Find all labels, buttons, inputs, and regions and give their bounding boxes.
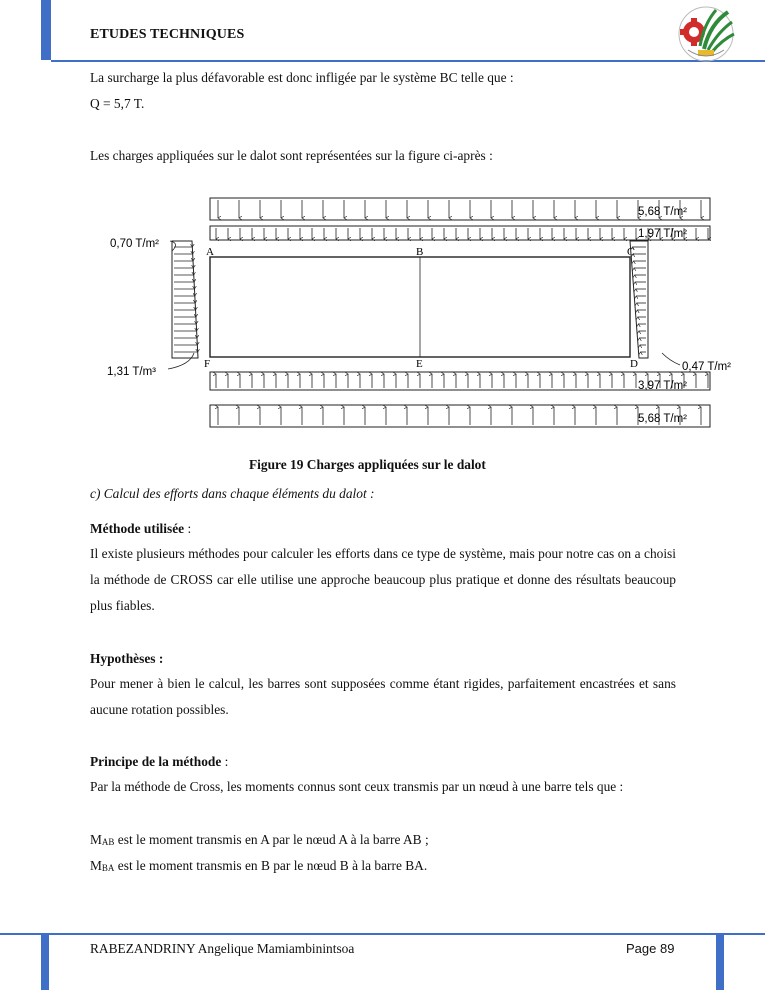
header-left-bar bbox=[41, 0, 51, 60]
loads-diagram bbox=[100, 193, 750, 433]
section-c-heading: c) Calcul des efforts dans chaque éléments du dalot : bbox=[90, 486, 375, 501]
point-f: F bbox=[204, 358, 211, 370]
label-right-bottom: 0,47 T/m² bbox=[682, 361, 731, 373]
point-e: E bbox=[416, 358, 423, 370]
methode-heading bbox=[90, 520, 191, 537]
principe-colon: : bbox=[221, 754, 229, 769]
figure-caption: Figure 19 Charges appliquées sur le dalot bbox=[249, 457, 486, 472]
mab-subscript: AB bbox=[101, 837, 115, 847]
principe-paragraph: Par la méthode de Cross, les moments connus sont ceux transmis par un nœud à une barre tels que : bbox=[90, 779, 624, 794]
label-bottom-inner: 3,97 T/m² bbox=[638, 380, 687, 392]
principe-heading bbox=[90, 753, 228, 770]
intro-line-1: La surcharge la plus défavorable est donc infligée par le système BC telle que : bbox=[90, 70, 514, 85]
label-left-bottom: 1,31 T/m³ bbox=[107, 366, 156, 378]
footer-author: RABEZANDRINY Angelique Mamiambinintsoa bbox=[90, 941, 355, 956]
university-logo bbox=[668, 4, 740, 64]
footer-left-bar bbox=[41, 935, 49, 990]
footer-right-bar bbox=[716, 935, 724, 990]
top-inner-load bbox=[216, 228, 708, 239]
label-left-top: 0,70 T/m² bbox=[110, 238, 159, 250]
top-outer-load bbox=[218, 200, 701, 218]
left-wall-load bbox=[174, 247, 198, 352]
label-top-outer: 5,68 T/m² bbox=[638, 206, 687, 218]
bottom-outer-load bbox=[218, 407, 701, 425]
mab-definition bbox=[90, 831, 429, 851]
page-number: Page 89 bbox=[626, 941, 675, 956]
point-b: B bbox=[416, 246, 424, 258]
mba-definition bbox=[90, 857, 427, 877]
hypotheses-paragraph: Pour mener à bien le calcul, les barres sont supposées comme étant rigides, parfaitement encastrées et sans aucune rotation possibles. bbox=[90, 676, 676, 717]
point-a: A bbox=[206, 246, 214, 258]
label-top-inner: 1,97 T/m² bbox=[638, 228, 687, 240]
mab-symbol: M bbox=[90, 832, 102, 847]
bottom-inner-load bbox=[216, 374, 708, 388]
methode-colon: : bbox=[184, 521, 192, 536]
footer-rule bbox=[0, 933, 765, 935]
hypotheses-heading: Hypothèses : bbox=[90, 651, 164, 666]
point-c: C bbox=[627, 246, 635, 258]
methode-paragraph: Il existe plusieurs méthodes pour calculer les efforts dans ce type de système, mais pour notre cas on a choisi la méthode de CROSS car elle utilise une approche beaucoup plus pratique et donne des résultats beaucoup plus fiables. bbox=[90, 546, 676, 613]
mba-text: est le moment transmis en B par le nœud B à la barre BA. bbox=[114, 858, 428, 873]
principe-title: Principe de la méthode bbox=[90, 754, 222, 769]
intro-line-3: Les charges appliquées sur le dalot sont représentées sur la figure ci-après : bbox=[90, 148, 493, 163]
mba-subscript: BA bbox=[101, 863, 115, 873]
methode-title: Méthode utilisée bbox=[90, 521, 185, 536]
mba-symbol: M bbox=[90, 858, 102, 873]
header-rule bbox=[51, 60, 765, 62]
mab-text: est le moment transmis en A par le nœud A à la barre AB ; bbox=[114, 832, 429, 847]
header-title: ETUDES TECHNIQUES bbox=[90, 27, 245, 42]
point-d: D bbox=[630, 358, 638, 370]
label-bottom-outer: 5,68 T/m² bbox=[638, 413, 687, 425]
intro-line-2: Q = 5,7 T. bbox=[90, 96, 145, 111]
